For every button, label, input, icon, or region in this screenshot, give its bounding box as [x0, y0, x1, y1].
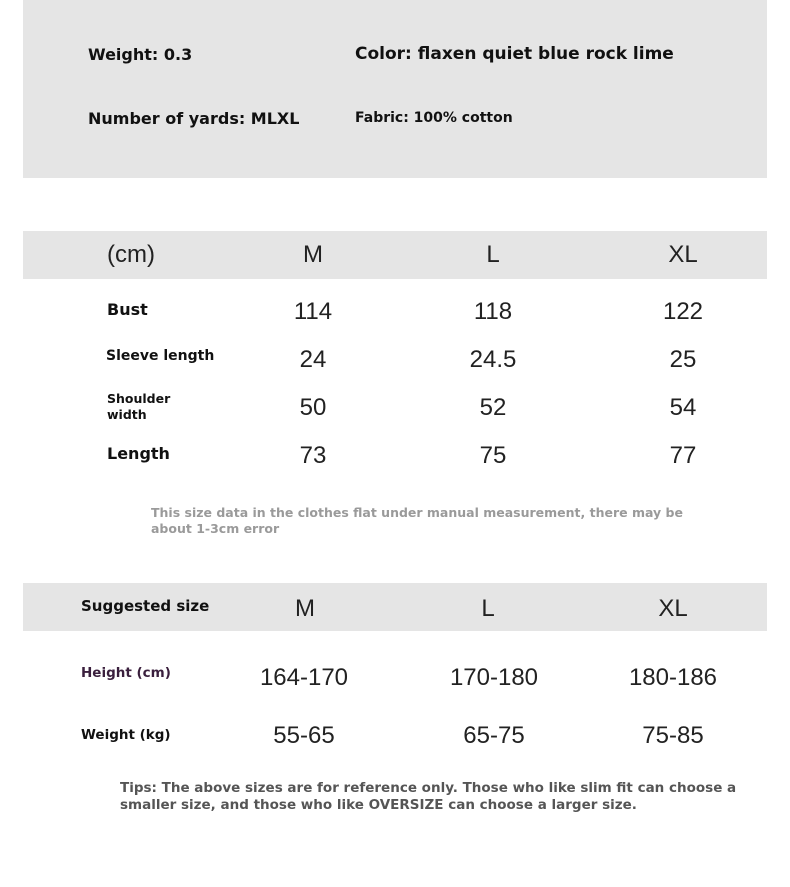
tips-line1: Tips: The above sizes are for reference only. Those who like slim fit can choose a: [120, 780, 737, 796]
tips-line2: smaller size, and those who like OVERSIZE can choose a larger size.: [120, 797, 637, 813]
suggested-size-label: Suggested size: [81, 597, 210, 615]
table-cell: 73: [299, 442, 327, 469]
column-header-m: M: [295, 595, 315, 622]
yards-info: Number of yards: MLXL: [88, 109, 300, 128]
column-header-xl: XL: [658, 595, 688, 622]
table-cell: 114: [293, 298, 333, 325]
column-header-m: M: [303, 241, 323, 268]
unit-header: (cm): [107, 241, 155, 268]
color-info: Color: flaxen quiet blue rock lime: [355, 44, 674, 64]
measurement-note-line1: This size data in the clothes flat under manual measurement, there may be: [151, 505, 683, 520]
column-header-l: L: [481, 595, 495, 622]
table-cell: 24.5: [469, 346, 517, 373]
table-cell: 50: [299, 394, 327, 421]
product-info-panel: [23, 0, 767, 178]
table-cell: 24: [299, 346, 327, 373]
table-cell: 54: [669, 394, 697, 421]
row-label-shoulder-width: width: [107, 407, 147, 422]
row-label-height: Height (cm): [81, 665, 171, 681]
fabric-info: Fabric: 100% cotton: [355, 110, 513, 126]
column-header-xl: XL: [668, 241, 698, 268]
table-cell: 55-65: [273, 722, 335, 749]
table-cell: 75-85: [642, 722, 704, 749]
measurement-note-line2: about 1-3cm error: [151, 521, 280, 536]
row-label-weight: Weight (kg): [81, 727, 171, 743]
table-cell: 65-75: [463, 722, 525, 749]
row-label-sleeve-length: Sleeve length: [106, 348, 215, 364]
row-label-shoulder: Shoulder: [107, 391, 171, 406]
table-cell: 77: [669, 442, 697, 469]
column-header-l: L: [486, 241, 500, 268]
table-cell: 118: [473, 298, 513, 325]
table-cell: 170-180: [449, 664, 539, 691]
table-cell: 180-186: [628, 664, 718, 691]
row-label-length: Length: [107, 444, 170, 463]
weight-info: Weight: 0.3: [88, 45, 193, 64]
table-cell: 52: [479, 394, 507, 421]
table-cell: 25: [669, 346, 697, 373]
table-cell: 75: [479, 442, 507, 469]
table-cell: 122: [662, 298, 704, 325]
table-cell: 164-170: [259, 664, 349, 691]
row-label-bust: Bust: [107, 300, 148, 319]
